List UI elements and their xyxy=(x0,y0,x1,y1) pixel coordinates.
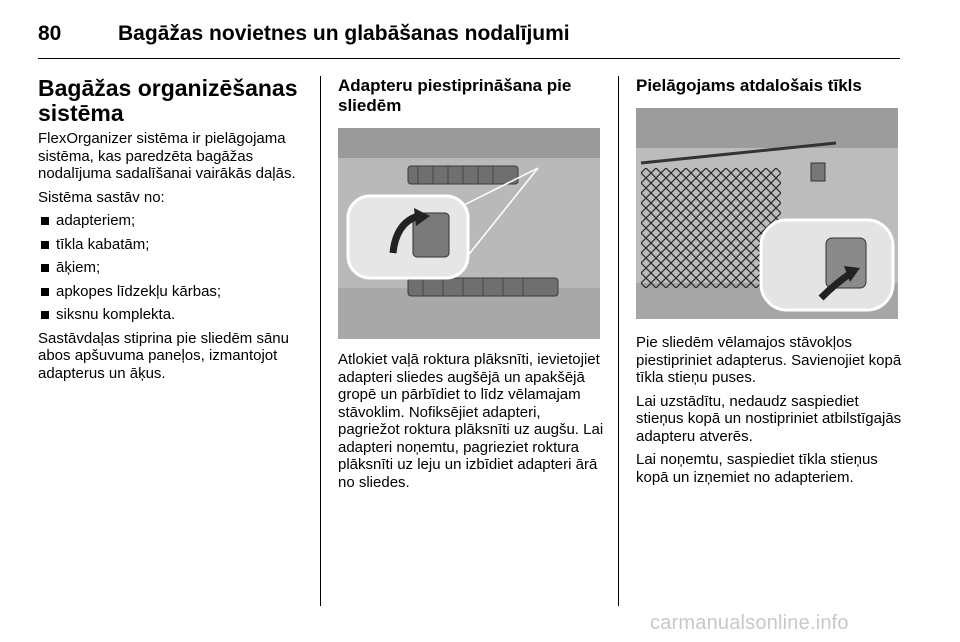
partition-net-drawing xyxy=(636,108,898,319)
column-divider xyxy=(618,76,619,606)
column-organizer xyxy=(38,76,306,388)
page-title: Bagāžas novietnes un glabāšanas nodalījumi xyxy=(118,22,570,45)
component-list xyxy=(38,212,306,324)
section-heading: Pielāgojams atdalošais tīkls xyxy=(636,76,862,95)
list-item: adapteriem; xyxy=(38,212,306,230)
instructions-paragraph: Lai uzstādītu, nedaudz saspiediet stieņus kopā un nostipriniet atbilstīgajās adapteru atverēs. xyxy=(636,392,902,445)
section-heading: Adapteru piestiprināšana pie sliedēm xyxy=(338,76,572,115)
adapter-rail-drawing xyxy=(338,128,600,339)
page-header xyxy=(38,18,900,59)
list-item: siksnu komplekta. xyxy=(38,306,306,324)
intro-paragraph: FlexOrganizer sistēma ir pielāgojama sistēma, kas paredzēta bagāžas nodalījuma sadalīšanai vairākās daļās. xyxy=(38,130,296,182)
page-number: 80 xyxy=(38,22,62,45)
adapter-rail-illustration xyxy=(338,128,600,339)
list-item: apkopes līdzekļu kārbas; xyxy=(38,283,306,301)
partition-net-illustration xyxy=(636,108,898,319)
outro-paragraph: Sastāvdaļas stiprina pie sliedēm sānu abos apšuvuma paneļos, izmantojot adapterus un āķus. xyxy=(38,329,289,382)
section-heading: Bagāžas organizēšanas sistēma xyxy=(38,75,298,126)
column-divider xyxy=(320,76,321,606)
list-item: āķiem; xyxy=(38,259,306,277)
list-item: tīkla kabatām; xyxy=(38,236,306,254)
instructions-paragraph: Lai noņemtu, saspiediet tīkla stieņus kopā un izņemiet no adapteriem. xyxy=(636,451,878,486)
instructions-paragraph: Atlokiet vaļā roktura plāksnīti, ievietojiet adapteri sliedes augšējā un apakšējā gropē un pārbīdiet to līdz vēlamajam stāvoklim. Nofiksējiet adapteri, pagriežot roktura plāksnīti uz augšu. Lai adapteri noņemtu, pagrieziet roktura plāksnīti uz leju un izbīdiet adapteri ārā no sliedes. xyxy=(338,351,604,491)
instructions-paragraph: Pie sliedēm vēlamajos stāvokļos piestipriniet adapterus. Savienojiet kopā tīkla stieņu puses. xyxy=(636,334,902,386)
watermark: carmanualsonline.info xyxy=(650,612,849,634)
list-intro: Sistēma sastāv no: xyxy=(38,188,165,206)
